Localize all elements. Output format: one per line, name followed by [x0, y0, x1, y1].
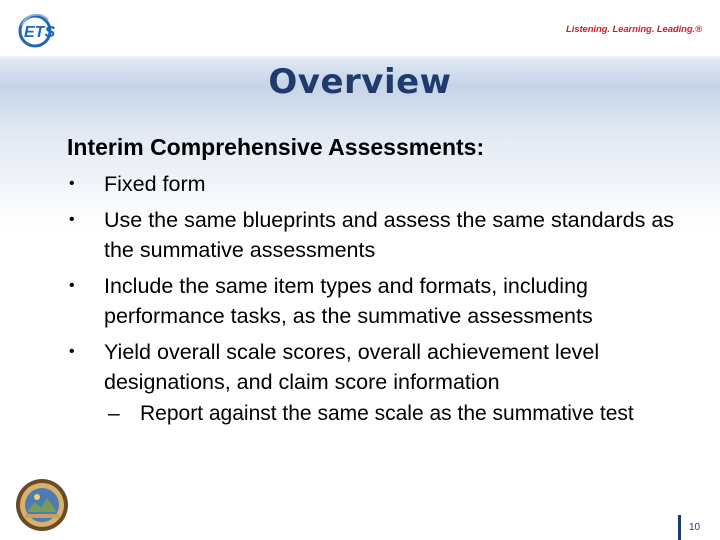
ets-logo-icon [18, 14, 68, 48]
bullet-text: Use the same blueprints and assess the same standards as the summative assessments [104, 208, 675, 262]
bullet-item [67, 337, 687, 429]
sub-bullet-text: Report against the same scale as the summative test [140, 402, 634, 425]
slide-content [67, 134, 687, 435]
page-number: 10 [689, 522, 701, 533]
bullet-marker: • [69, 211, 75, 228]
bullet-marker: • [69, 277, 75, 294]
logo-text: ETS [24, 24, 56, 41]
bullet-item [67, 169, 687, 199]
bullet-item [67, 271, 687, 331]
content-heading: Interim Comprehensive Assessments: [67, 134, 485, 160]
bullet-item [67, 205, 687, 265]
tagline: Listening. Learning. Leading.® [566, 24, 702, 35]
header-bar [0, 0, 720, 56]
bullet-text: Include the same item types and formats, including performance tasks, as the summative assessments [104, 274, 593, 328]
page-number-rule [678, 515, 681, 540]
bullet-text: Yield overall scale scores, overall achievement level designations, and claim score information [104, 340, 600, 394]
bullet-list [67, 169, 687, 429]
bullet-text: Fixed form [104, 172, 206, 196]
bullet-marker: • [69, 175, 75, 192]
sub-bullet-item [67, 399, 687, 429]
state-seal-icon [15, 478, 69, 532]
bullet-marker: • [69, 343, 75, 360]
slide-title: Overview [268, 62, 452, 102]
sub-bullet-marker: – [108, 402, 120, 425]
